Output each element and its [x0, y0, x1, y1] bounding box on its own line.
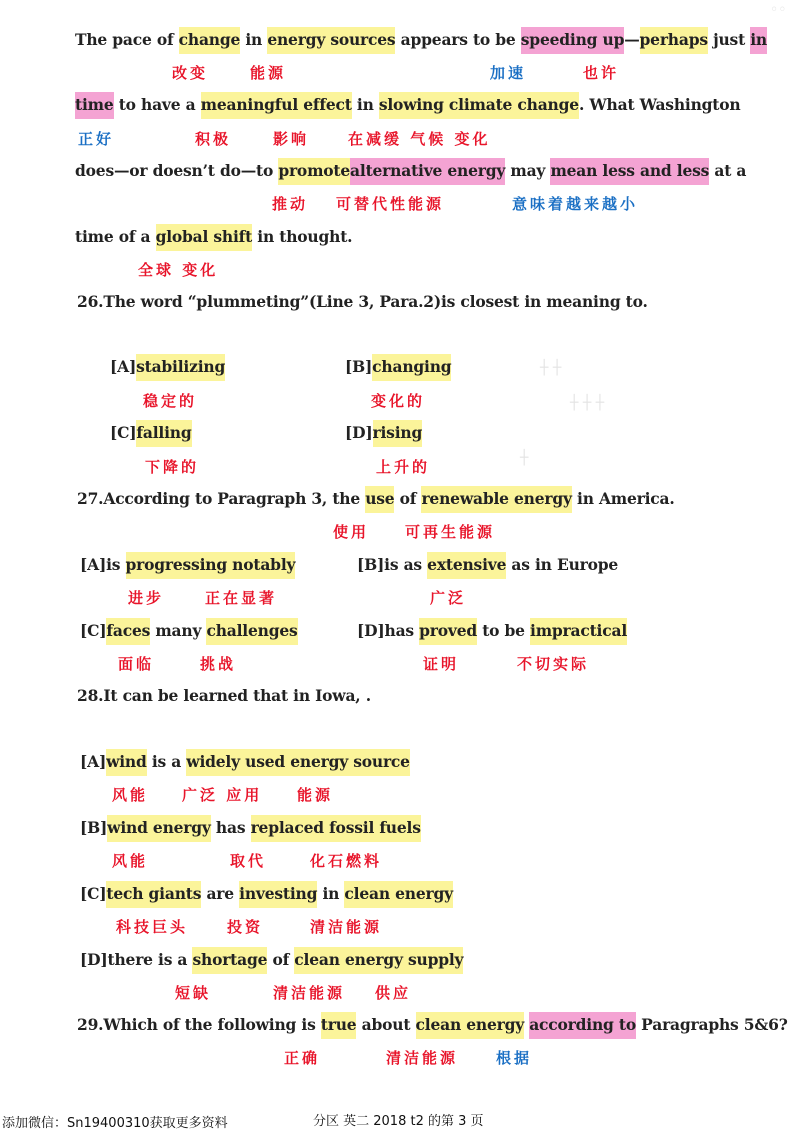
text: in: [317, 884, 345, 903]
option-text: changing: [372, 354, 451, 381]
annotation: 下降的: [145, 458, 200, 476]
q26-option-b[interactable]: [345, 357, 451, 376]
annotation: 广泛: [430, 589, 467, 607]
highlight-mean-less-and-less: mean less and less: [550, 158, 709, 185]
annotation: 投资: [227, 918, 264, 936]
passage-line-4: [75, 227, 352, 246]
option-label: [B]: [345, 357, 373, 376]
highlight-shortage: shortage: [192, 947, 267, 974]
text: [D]has: [357, 621, 420, 640]
highlight-time: time: [75, 92, 114, 119]
q28-option-b[interactable]: [80, 818, 421, 837]
annotation: 正在显著: [205, 589, 278, 607]
annotation: 意味着越来越小: [512, 195, 639, 213]
annotation: 也许: [583, 64, 620, 82]
text: in: [240, 30, 268, 49]
question-28-stem: 28.It can be learned that in Iowa, .: [77, 686, 371, 705]
scan-artifact: ┼: [520, 450, 529, 466]
text: The pace of: [75, 30, 179, 49]
option-label: [C]: [110, 423, 137, 442]
annotation: 进步: [128, 589, 165, 607]
highlight-renewable-energy: renewable energy: [421, 486, 571, 513]
text: may: [505, 161, 551, 180]
option-label: [A]: [110, 357, 137, 376]
scan-artifact: ◦◦: [770, 2, 787, 18]
annotation: 可再生能源: [405, 523, 496, 541]
highlight-change: change: [179, 27, 241, 54]
highlight-clean-energy: clean energy: [416, 1012, 525, 1039]
annotation: 挑战: [200, 655, 237, 673]
q27-option-d[interactable]: [357, 621, 627, 640]
annotation: 清洁能源: [310, 918, 383, 936]
q28-option-d[interactable]: [80, 950, 463, 969]
q27-option-c[interactable]: [80, 621, 298, 640]
text: are: [201, 884, 240, 903]
annotation: 取代: [230, 852, 267, 870]
text: . What Washington: [578, 95, 741, 114]
text: many: [150, 621, 207, 640]
text: 27.According to Paragraph 3, the: [77, 489, 366, 508]
highlight-true: true: [321, 1012, 357, 1039]
annotation: 能源: [250, 64, 287, 82]
annotation: 全球 变化: [138, 261, 219, 279]
highlight-perhaps: perhaps: [640, 27, 708, 54]
highlight-speeding-up: speeding up: [521, 27, 624, 54]
highlight-energy-sources: energy sources: [267, 27, 395, 54]
highlight-wind: wind: [106, 749, 147, 776]
annotation: 积极: [195, 130, 232, 148]
text: as in Europe: [506, 555, 619, 574]
highlight-slowing-climate-change: slowing climate change: [379, 92, 579, 119]
annotation: 不切实际: [517, 655, 590, 673]
highlight-meaningful-effect: meaningful effect: [201, 92, 352, 119]
q26-option-c[interactable]: [110, 423, 192, 442]
highlight-extensive: extensive: [427, 552, 506, 579]
highlight-impractical: impractical: [530, 618, 627, 645]
annotation: 能源: [297, 786, 334, 804]
highlight-tech-giants: tech giants: [106, 881, 201, 908]
text: does—or doesn’t do—to: [75, 161, 279, 180]
annotation: 根据: [496, 1049, 533, 1067]
annotation: 正确: [284, 1049, 321, 1067]
highlight-according-to: according to: [529, 1012, 636, 1039]
option-label: [D]: [345, 423, 373, 442]
text: [C]: [80, 621, 107, 640]
annotation: 改变: [172, 64, 209, 82]
text: [B]: [80, 818, 108, 837]
annotation: 影响: [273, 130, 310, 148]
highlight-progressing-notably: progressing notably: [126, 552, 296, 579]
footer-contact-note: 添加微信：Sn19400310获取更多资料: [2, 1116, 228, 1131]
text: appears to be: [395, 30, 521, 49]
annotation: 科技巨头: [116, 918, 189, 936]
annotation: 风能: [112, 852, 149, 870]
annotation: 正好: [78, 130, 115, 148]
text: of: [394, 489, 422, 508]
annotation: 稳定的: [143, 392, 198, 410]
highlight-replaced-fossil-fuels: replaced fossil fuels: [251, 815, 421, 842]
annotation: 面临: [118, 655, 155, 673]
annotation: 清洁能源: [273, 984, 346, 1002]
annotation: 广泛 应用: [182, 786, 263, 804]
passage-line-1: [75, 30, 767, 49]
q26-option-a[interactable]: [110, 357, 225, 376]
option-text: stabilizing: [136, 354, 225, 381]
highlight-widely-used-energy-source: widely used energy source: [186, 749, 410, 776]
text: in: [351, 95, 379, 114]
highlight-wind-energy: wind energy: [107, 815, 211, 842]
highlight-global-shift: global shift: [156, 224, 253, 251]
annotation: 使用: [333, 523, 370, 541]
text: time of a: [75, 227, 156, 246]
annotation: 加速: [490, 64, 527, 82]
highlight-investing: investing: [239, 881, 317, 908]
scan-artifact: ┼ ┼ ┼: [570, 395, 605, 411]
option-text: falling: [136, 420, 191, 447]
annotation: 风能: [112, 786, 149, 804]
text: [B]is as: [357, 555, 428, 574]
q26-option-d[interactable]: [345, 423, 422, 442]
highlight-in: in: [750, 27, 767, 54]
annotation: 化石燃料: [310, 852, 383, 870]
highlight-faces: faces: [106, 618, 150, 645]
text: Paragraphs 5&6?: [635, 1015, 788, 1034]
highlight-promote: promote: [278, 158, 350, 185]
text: about: [356, 1015, 416, 1034]
highlight-clean-energy-supply: clean energy supply: [294, 947, 463, 974]
passage-line-2: [75, 95, 740, 114]
option-text: rising: [373, 420, 423, 447]
scan-artifact: ┼ ┼: [540, 360, 562, 376]
annotation: 短缺: [175, 984, 212, 1002]
text: 29.Which of the following is: [77, 1015, 321, 1034]
annotation: 上升的: [376, 458, 431, 476]
passage-line-3: [75, 161, 746, 180]
text: [A]: [80, 752, 107, 771]
annotation: 供应: [375, 984, 412, 1002]
text: to be: [477, 621, 531, 640]
q28-option-a[interactable]: [80, 752, 410, 771]
text: [D]there is a: [80, 950, 193, 969]
text: in thought.: [252, 227, 353, 246]
text: —: [624, 30, 640, 49]
highlight-proved: proved: [419, 618, 477, 645]
footer-page-number: 分区 英二 2018 t2 的第 3 页: [313, 1114, 484, 1129]
text: at a: [709, 161, 747, 180]
highlight-use: use: [365, 486, 394, 513]
text: just: [707, 30, 751, 49]
annotation: 推动: [272, 195, 309, 213]
question-27-stem: [77, 489, 675, 508]
text: in America.: [571, 489, 675, 508]
question-26-stem: 26.The word “plummeting”(Line 3, Para.2)is closest in meaning to.: [77, 292, 648, 311]
text: is a: [146, 752, 187, 771]
highlight-alternative-energy: alternative energy: [350, 158, 505, 185]
q27-option-b[interactable]: [357, 555, 618, 574]
highlight-challenges: challenges: [206, 618, 297, 645]
text: of: [267, 950, 295, 969]
text: to have a: [113, 95, 201, 114]
q28-option-c[interactable]: [80, 884, 453, 903]
text: [C]: [80, 884, 107, 903]
question-29-stem: [77, 1015, 788, 1034]
text: has: [210, 818, 251, 837]
annotation: 证明: [423, 655, 460, 673]
annotation: 清洁能源: [386, 1049, 459, 1067]
annotation: 可替代性能源: [336, 195, 445, 213]
text: [A]is: [80, 555, 126, 574]
q27-option-a[interactable]: [80, 555, 295, 574]
annotation: 在减缓 气候 变化: [348, 130, 491, 148]
annotation: 变化的: [371, 392, 426, 410]
highlight-clean-energy: clean energy: [344, 881, 453, 908]
